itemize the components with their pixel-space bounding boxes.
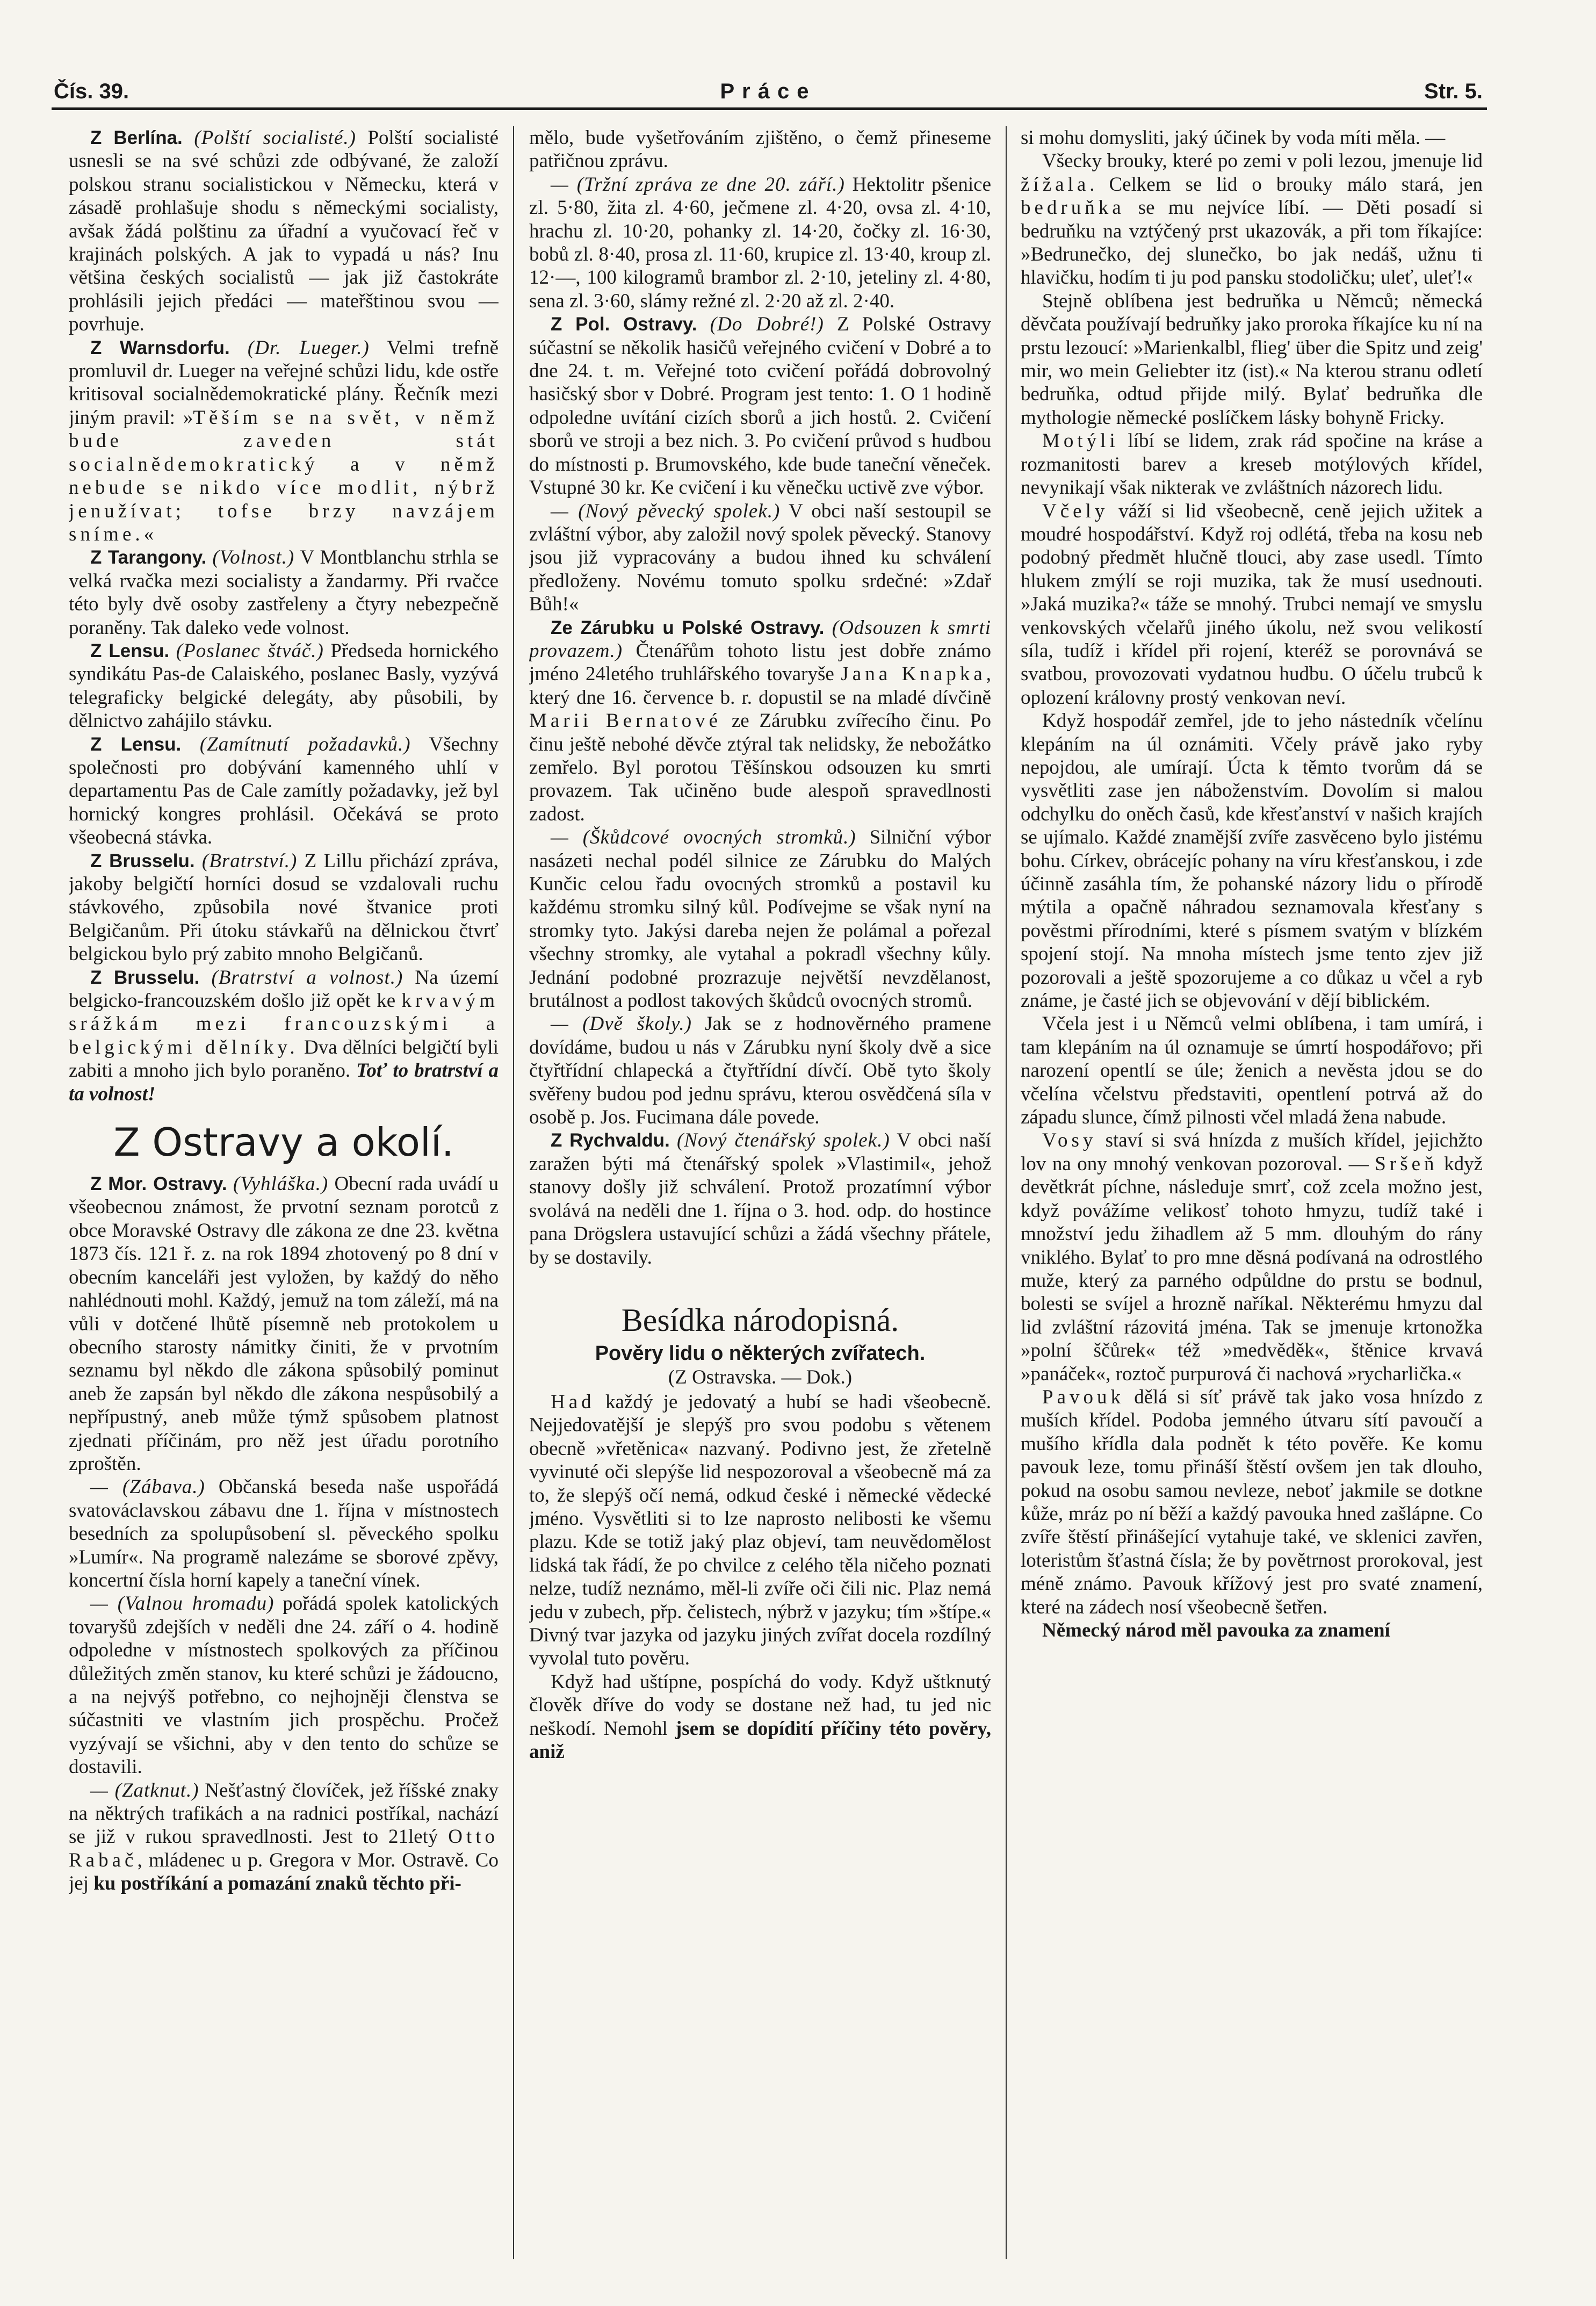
news-item-trzni-zprava: — (Tržní zpráva ze dne 20. září.) Hektolitr pšenice zl. 5·80, žita zl. 4·60, ječmene zl. 4·20, ovsa zl. 4·10, hrachu zl. 10·20, pohanky zl. 14·20, čočky zl. 16·30, bobů zl. 8·40, prosa zl. 11·60, krupice zl. 13·40, kroup zl. 12·—, 100 kilogramů brambor zl. 2·10, jeteliny zl. 4·80, sena zl. 3·60, slámy režné zl. 2·20 až zl. 2·40. <box>529 173 991 312</box>
article-paragraph-brouci: Všecky brouky, které po zemi v poli lezou, jmenuje lid žížala. Celkem se lid o brouky málo stará, jen bedruňka se mu nejvíce líbí. — Děti posadí si bedruňku na vztýčený prst ukazovák, a při tom říkajíce: »Bedrunečko, dej slunečko, bo jak nedáš, užnu ti hlavičku, hodím ti ju pod pansku stodoličku; uleť, uleť!« <box>1021 150 1483 289</box>
header-rule <box>52 107 1487 110</box>
news-item-continued: mělo, bude vyšetřováním zjištěno, o čemž přineseme patřičnou zprávu. <box>529 127 991 172</box>
article-paragraph-bedrunka: Stejně oblíbena jest bedruňka u Němců; německá děvčata používají bedruňky jako proroka říkajíce ku ní na prstu lezoucí: »Marienkalbl, flieg' über die Spitz und zeig' mir, wo mein Geliebter itz (ist).« Na kterou stranu odletí bedruňka, odtud přijde milý. Bylať bedruňka dle mythologie německé poslíčkem lásky bohyně Fricky. <box>1021 290 1483 429</box>
news-item-lens-1: Z Lensu. (Poslanec štváč.) Předseda hornického syndikátu Pas-de Calaiského, poslanec Basly, vyzývá telegraficky belgické delegáty, aby působili, by dělnictvo zahájilo stávku. <box>69 639 499 732</box>
page-number: Str. 5. <box>1424 80 1483 103</box>
column-1 <box>69 126 499 2270</box>
news-item-pevecky-spolek: — (Nový pěvecký spolek.) V obci naší sestoupil se zvláštní výbor, aby založil nový spolek pěvecký. Stanovy jsou již vypracovány a budou ihned ku schválení předloženy. Novému tomuto spolku srdečné: »Zdař Bůh!« <box>529 500 991 616</box>
news-item-warnsdorf: Z Warnsdorfu. (Dr. Lueger.) Velmi trefně promluvil dr. Lueger na veřejné schůzi lidu, kde ostře kritisoval socialnědemokratické plány. Řečník mezi jiným pravil: »Těším se na svět, v němž bude zaveden stát socialnědemokratický a v němž nebude se nikdo více modlit, nýbrž jenužívat; tofse brzy navzájem snímе.« <box>69 336 499 545</box>
news-item-dve-skoly: — (Dvě školy.) Jak se z hodnověrného pramene dovídáme, budou u nás v Zárubku nyní školy dvě a sice čtyřtřídní chlapecká a čtyřtřídní dívčí. Obě tyto školy svěřeny budou pod jednu správu, kterou osvědčená síla v osobě p. Jos. Fucimana dále povede. <box>529 1013 991 1129</box>
news-item-zabava: — (Zábava.) Občanská beseda naše uspořádá svatováclavskou zábavu dne 1. října v místnostech besedních za spolupůsobení sl. pěveckého spolku »Lumír«. Na programě nalezáme se sborové zpěvy, koncertní čísla horní kapely a taneční vínek. <box>69 1476 499 1591</box>
news-item-valna-hromada: — (Valnou hromadu) pořádá spolek katolických tovaryšů zdejších v neděli dne 24. září o 4. hodině odpoledne v místnostech spolkových za příčinou důležitých změn stanov, ku které schůzi je žádoucno, a na nejvýš potřebno, co nejhojněji členstva se súčastniti ve vlastním jich prospěchu. Pročež vyzývají se všichni, aby v den tento do schůze se dostavili. <box>69 1592 499 1778</box>
article-paragraph-vosy: Vosy staví si svá hnízda z muších křídel, jejichžto lov na ony mnohý venkovan pozoroval. — Sršeň když devětkrát píchne, následuje smrť, což zcela možno jest, když povážíme velikosť tohoto hmyzu, tudíž také i množství jedu žihadlem až 5 mm. dlouhým do rány vniklého. Bylať to pro mne děsná podívaná na odrostlého muže, který za parného odpůldne do prstu se bodnul, bolesti se svíjel a hrozně naříkal. Některému hmyzu dal lid zvláštní rázovitá jména. Tak se jmenuje krtonožka »polní ščůrek« též »medvěděk«, štěnice krvavá »panáček«, roztoč purpurová či nachová »rycharlička.« <box>1021 1129 1483 1385</box>
article-subtitle: Pověry lidu o některých zvířatech. <box>595 1342 926 1365</box>
news-item-rychvald: Z Rychvaldu. (Nový čtenářský spolek.) V obci naší zaražen býti má čtenářský spolek »Vlastimil«, jehož stanovy došly již schválení. Protož prozatímní výbor svolává na neděli dne 1. října o 3. hod. odp. do hostince pana Drögslera ustavující schůzi a žádá všechny přátele, by se dostavily. <box>529 1129 991 1269</box>
article-paragraph-had: Had každý je jedovatý a hubí se hadi všeobecně. Nejjedovatější je slepýš pro svou podobu s větenem obecně »vřetěnica« nazvaný. Podivno jest, že zřetelně vyvinuté oči slepýše lid nespozoroval a všeobecně má za to, že slepýš očí nemá, odkud české i německé vědecké jméno. Vysvětliti si to lze naprosto nelibosti ke všemu plazu. Kde se totiž jaký plaz objeví, tam neuvědomělost lidská tak řádí, že po chvilce z celého těla ničeho poznati nelze, tudíž neznámo, měl-li zvíře oči čili nic. Plaz nemá jedu v zubech, přp. čelistech, nýbrž v jazyku; tím »štípe.« Divný tvar jazyka od jazyku jiných zvířat docela rozdílný vyvolal tuto pověru. <box>529 1390 991 1670</box>
article-paragraph-nemecky-narod: Německý národ měl pavouka za znamení <box>1042 1619 1390 1641</box>
news-item-tarangona: Z Tarangony. (Volnost.) V Montblanchu strhla se velká rvačka mezi socialisty a žandarmy. Při rvačce této byly dvě osoby zastřeleny a čtyry nebezpečně poraněny. Tak daleko vede volnost. <box>69 546 499 639</box>
news-item-skudcove: — (Škůdcové ovocných stromků.) Silniční výbor nasázeti nechal podél silnice ze Zárubku do Malých Kunčic celou řadu ovocných stromků a postavil ku každému stromku silný kůl. Podívejme se však nyní na stromky tyto. Jakýsi dareba nejen že polámal a pořezal všechny stromky, ale vytahal a pokradl všechny kůly. Jednání podobné prozrazuje největší nevzdělanost, brutálnost a podlost takových škůdců ovocných stromů. <box>529 826 991 1012</box>
news-item-berlin: Z Berlína. (Polští socialisté.) Polští socialisté usnesli se na své schůzi zde odbývané, že založí polskou stranu socialistickou v Německu, která v zásadě prohlašuje shodu s německými socialisty, avšak žádá polštinu za úřadní a vyučovací řeč v krajinách polských. A jak to vypadá u nás? Inu většina českých socialistů — jak již častokráte prohlásili jejich předáci — mateřštinou svou — povrhuje. <box>69 127 499 336</box>
news-item-lens-2: Z Lensu. (Zamítnutí požadavků.) Všechny společnosti pro dobývání kamenného uhlí v departamentu Pas de Cale zamítly požadavky, jež byl hornický kongres prohlásil. Očekává se proto všeobecná stávka. <box>69 733 499 849</box>
article-paragraph-hospodar: Když hospodář zemřel, jde to jeho nástedník včelínu klepáním na úl oznámiti. Včely právě jako ryby nepojdou, ale umírají. Úcta k těmto tvorům dá se vysvětliti zase jen náboženstvím. Dovolím si malou odchylku do oněch časů, kde křesťanství v našich krajích se ujímalo. Každé znamější zvíře zasvěceno bylo jistému bohu. Církev, obrácejíc pohany na víru křesťanskou, i zde účinně zasáhla tím, že pohanské názory lidu o přírodě mýtila a opačně náhradou seznamovala křesťany s pověstmi přírodními, které s písmem svatým v blízkém spojení stojí. Na mnoha místech jsme tento zjev již pozorovali a ještě spozorujeme a co důkaz u včel a ryb známe, je časté jich se objevování v dějí biblickém. <box>1021 710 1483 1012</box>
article-source: (Z Ostravska. — Dok.) <box>668 1366 853 1388</box>
article-paragraph-pavouk: Pavouk dělá si síť právě tak jako vosa hnízdo z muších křídel. Podoba jemného útvaru sítí pavoučí a mušího křídla dala podnět k této pověře. Ke komu pavouk leze, tomu přináší štěstí ovšem jen tak dlouho, pokud na osobu samou nevleze, neboť jakmile se dotkne kůže, mráz po ní běží a každý pavouka hned zašlápne. Co zvíře štěstí přinášející vytahuje také, ve sklenici zavřen, loteristům šťastná čísla; že by povětrnost prorokoval, jest méně známo. Pavouk křížový jest pro svaté znamení, které na zádech nosí všeobecně šetřen. <box>1021 1386 1483 1618</box>
column-divider-2 <box>1006 126 1007 2259</box>
newspaper-title: Práce <box>720 80 817 103</box>
news-item-zarubek: Ze Zárubku u Polské Ostravy. (Odsouzen k smrti provazem.) Čtenářům tohoto listu jest dobře známo jméno 24letého truhlářského tovaryše Jana Knapka, který dne 16. července b. r. dopustil se na mladé dívčině Marii Bernatové ze Zárubku zvířecího činu. Po činu ještě nebohé děvče ztýral tak nelidsky, že nebožátko zemřelo. Byl porotou Těšínskou odsouzen ku smrti provazem. Tak učiněno bude alespoň spravedlnosti zadost. <box>529 616 991 825</box>
news-item-zatknut: — (Zatknut.) Nešťastný človíček, jež říšské znaky na něktrých trafikách a na radnici postříkal, nachází se již v rukou spravedlnosti. Jest to 21letý Otto Rabač, mládenec u p. Gregora v Mor. Ostravě. Co jej ku postříkání a pomazání znaků těchto při- <box>69 1779 499 1895</box>
article-paragraph-had-2: Když had uštípne, pospíchá do vody. Když uštknutý člověk dříve do vody se dostane než had, tu jed nic neškodí. Nemohl jsem se dopídití příčiny této pověry, aniž <box>529 1670 991 1763</box>
news-item-pol-ostrava: Z Pol. Ostravy. (Do Dobré!) Z Polské Ostravy súčastní se několik hasičů veřejného cvičení v Dobré a to dne 24. t. m. Veřejné toto cvičení pořádá dobrovolný hasičský sbor v Dobré. Program jest tento: 1. O 1 hodině odpoledne uvítání cizích sborů a jich hostů. 2. Cvičení sborů ve stroji a bez nich. 3. Po cvičení průvod s hudbou do místnosti p. Brumovského, kde bude taneční věneček. Vstupné 30 kr. Ke cvičení i ku věnečku uctivě zve výbor. <box>529 313 991 499</box>
section-heading-besidka: Besídka národopisná. <box>621 1302 899 1338</box>
page-header <box>54 80 1483 106</box>
news-item-brussels-2: Z Brusselu. (Bratrství a volnost.) Na území belgicko-francouzském došlo již opět ke krvavým srážkám mezi francouzskými a belgickými dělníky. Dva dělníci belgičtí byli zabiti a mnoho jich bylo poraněno. Toť to bratrství a ta volnost! <box>69 966 499 1105</box>
article-paragraph-motyli: Motýli líbí se lidem, zrak rád spočine na kráse a rozmanitosti barev a kreseb motýlových křídel, nevynikají však nikterak ve zvláštních názorech lidu. <box>1021 430 1483 499</box>
column-3 <box>1021 126 1483 2270</box>
article-paragraph-vcela-nemci: Včela jest i u Němců velmi oblíbena, i tam umírá, i tam klepáním na úl oznamuje se úmrtí hospodářovo; při narození opentlí se úle; ženich a nevěsta jdou se do včelína včelstvu představiti, opentlení potrvá až do západu slunce, čímž pilnosti včel mladá žena nabude. <box>1021 1013 1483 1129</box>
news-item-mor-ostrava: Z Mor. Ostravy. (Vyhláška.) Obecní rada uvádí u všeobecnou známost, že prvotní seznam porotců z obce Moravské Ostravy dle zákona ze dne 23. května 1873 čís. 121 ř. z. na rok 1894 zhotovený po 8 dní v obecním kanceláři jest vyložen, by každý do něho nahlédnouti mohl. Každý, jemuž na tom záleží, má na vůli v dotčené lhůtě písemně neb protokolem u obecního starosty námitky činiti, že v prvotním seznamu byl někdo dle zákona spůsobilý pominut aneb že zapsán byl někdo dle zákona nespůsobilý a nepřípustný, aneb může týmž spůsobem platnost zjednati příčinám, pro něž jest úřadu porotního zproštěn. <box>69 1173 499 1475</box>
column-2 <box>529 126 991 2270</box>
article-paragraph-vcely: Včely váží si lid všeobecně, ceně jejich užitek a moudré hospodářství. Když roj odlétá, třeba na kosu neb podobný předmět hlučně tlouci, aby zase usedl. Tímto hlukem zmýlí se roji muzika, tak že musí usednouti. »Jaká muzika?« táže se mnohý. Trubci nemají ve smyslu venkovských včelařů jiného úkolu, než svou velikostí síla, tudíž i křídel při rojení, kteréž se porovnává se svatbou, provozovati vydatnou hudbu. O účelu trubců k oplození královny prostý venkovan neví. <box>1021 500 1483 709</box>
news-item-brussels-1: Z Brusselu. (Bratrství.) Z Lillu přichází zpráva, jakoby belgičtí horníci dosud se vzdalovali ruchu stávkového, způsobila nové štvanice proti Belgičanům. Při útoku stávkařů na dělnickou čtvrť belgickou bylo prý zabito mnoho Belgičanů. <box>69 849 499 965</box>
column-divider-1 <box>513 126 514 2259</box>
issue-number: Čís. 39. <box>54 80 129 103</box>
section-heading-ostrava: Z Ostravy a okolí. <box>113 1120 454 1165</box>
article-paragraph-continued: si mohu domysliti, jaký účinek by voda míti měla. — <box>1021 127 1446 149</box>
